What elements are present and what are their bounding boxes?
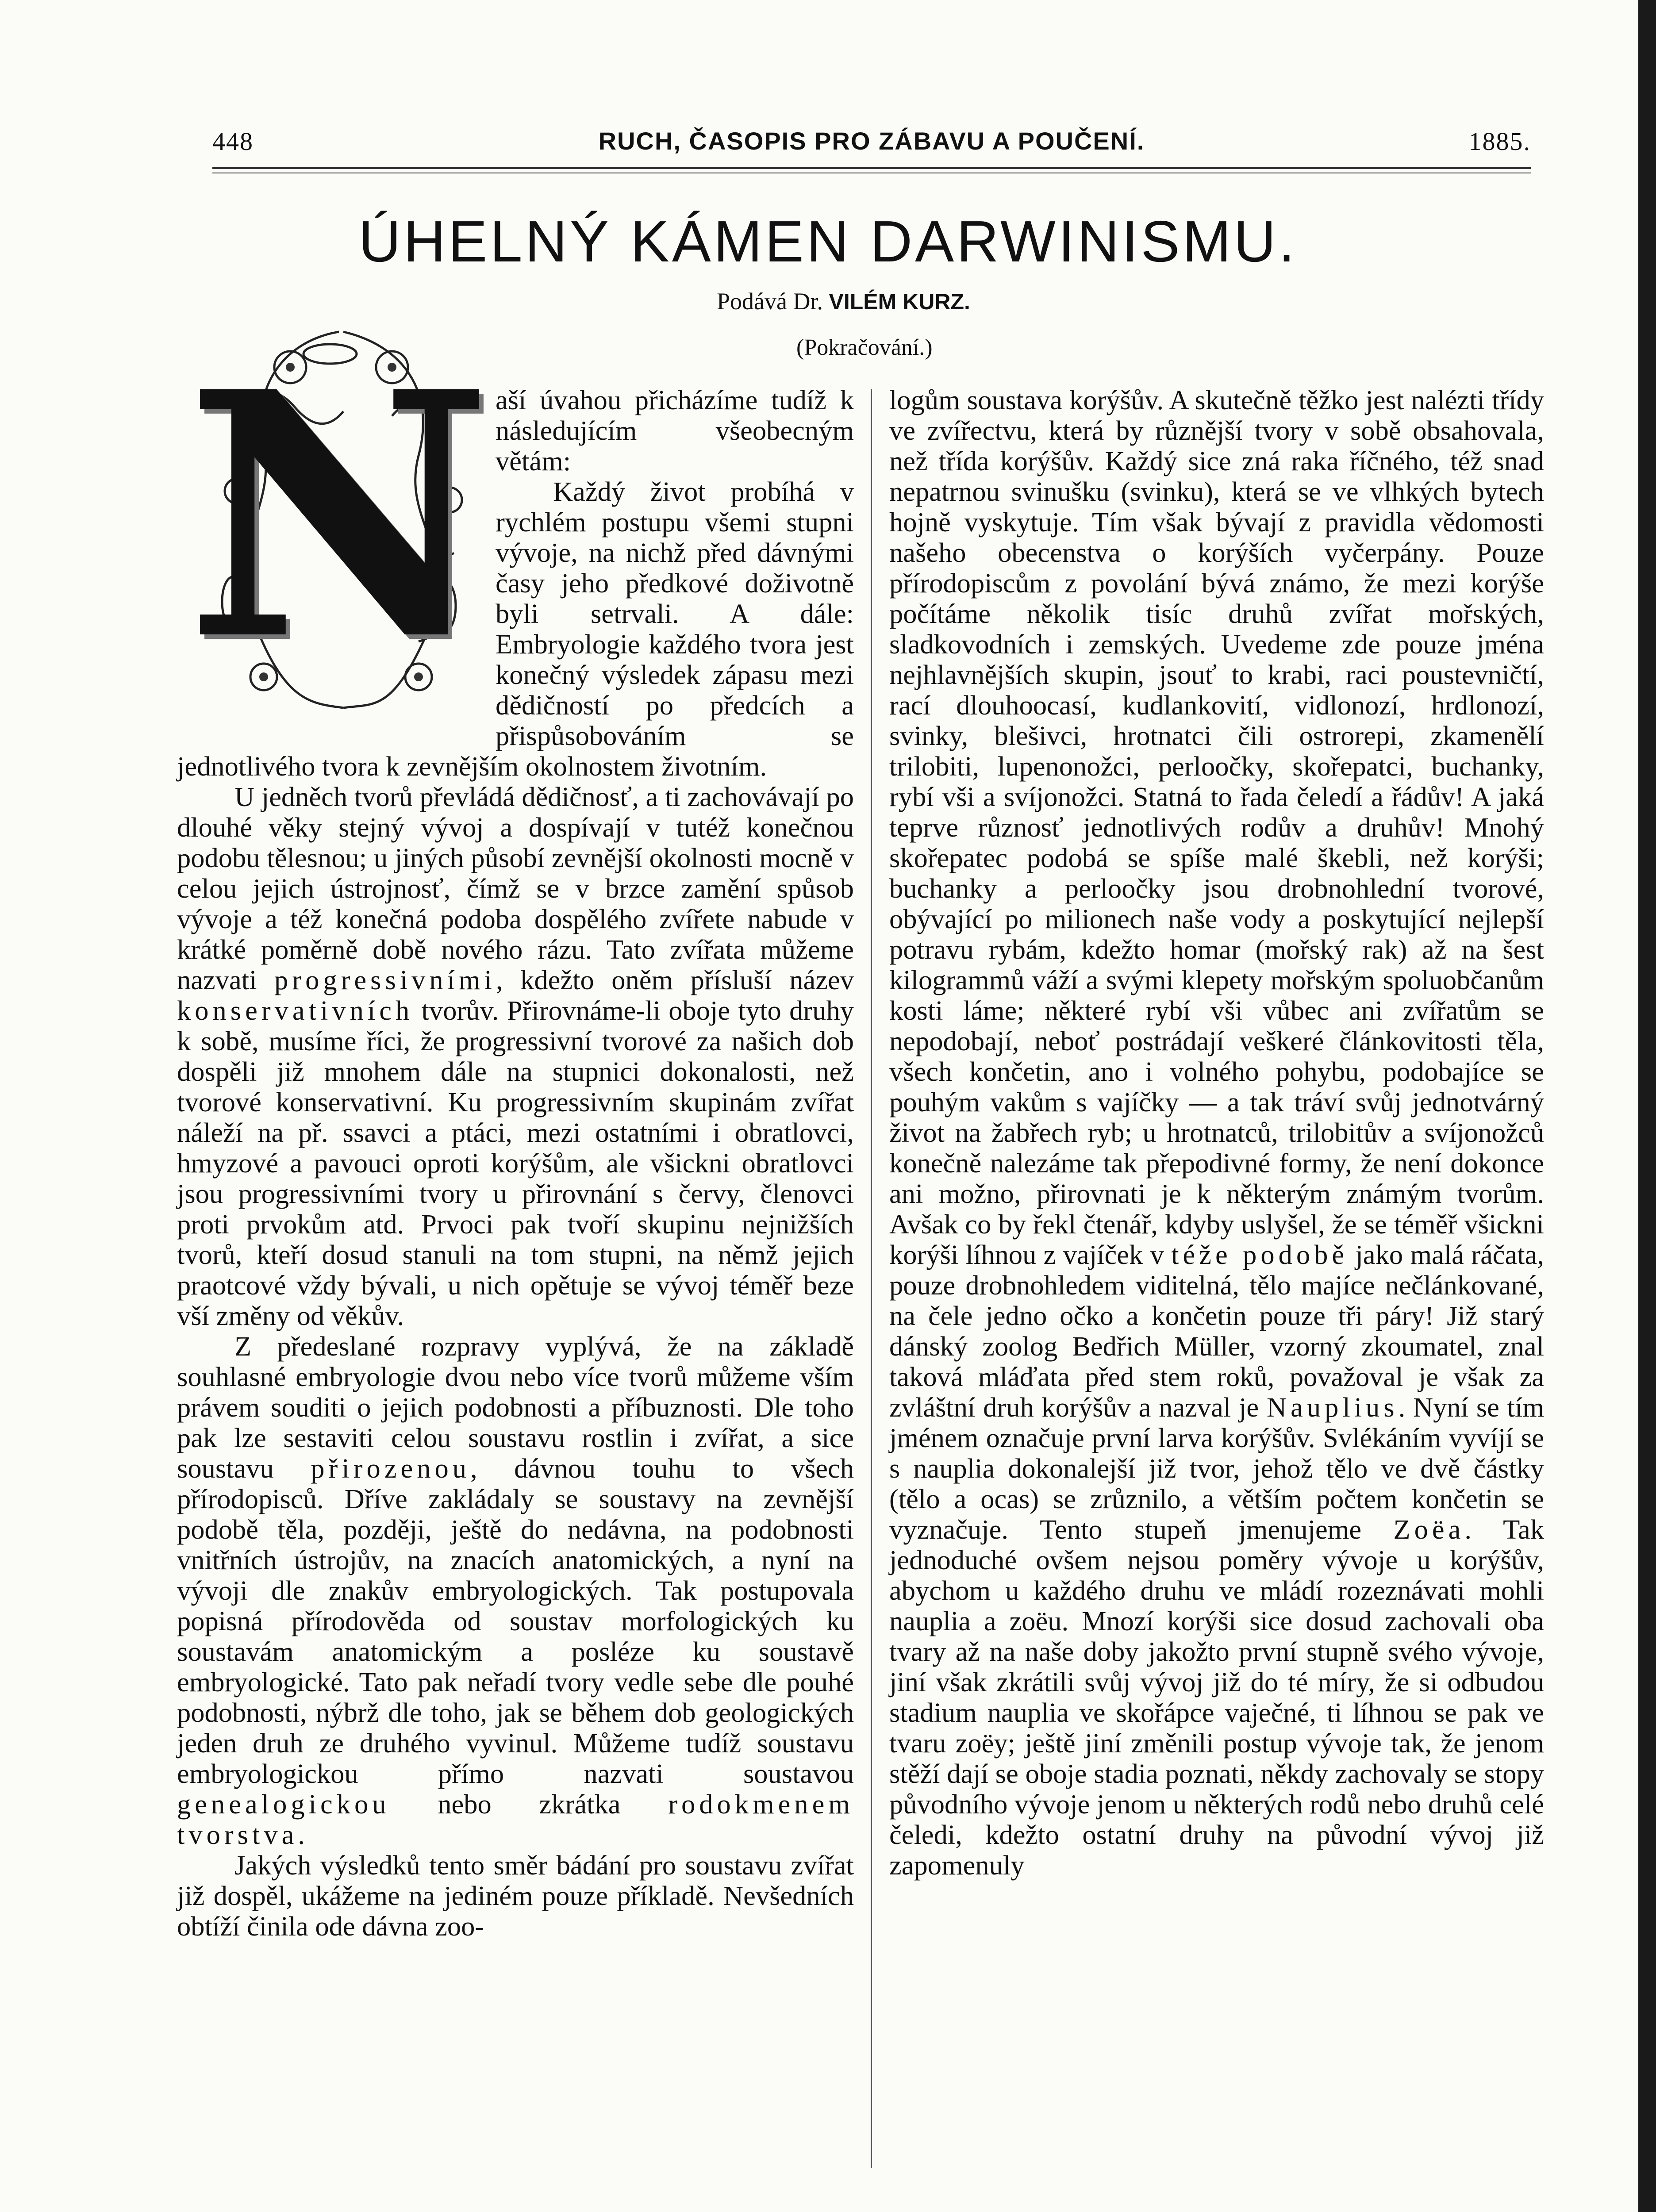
paragraph-5-text-a: logům soustava korýšův. A skutečně těžko jest nalézti třídy ve zvířectvu, která by různější tvory v sobě obsahovala, než třída korýšův. Každý sice zná raka říčného, též snad nepatrnou svinušku (svinku), která se ve vlhkých bytech hojně vyskytuje. Tím však bývají z pravidla vědomosti našeho obecenstva o korýších vyčerpány. Pouze přírodopiscům z povolání bývá známo, že mezi korýše počítáme několik tisíc druhů zvířat mořských, sladkovodních i zemských. Uvedeme zde pouze jména nejhlavnějších skupin, jsouť to krabi, raci poustevničtí, rací dlouhoocasí, kudlankovití, vidlonozí, hrdlonozí, svinky, blešivci, hrotnatci čili ostrorepi, zkamenělí trilobiti, lupenonožci, perloočky, skořepatci, buchanky, rybí vši a svíjonožci. Statná to řada čeledí a řádův! A jaká teprve různosť jednotlivých rodův a druhův! Mnohý skořepatec podobá se spíše malé škebli, než korýši; buchanky a perloočky jsou drobnohlední tvorové, obývající po milionech naše vody a poskytující nejlepší potravu rybám, kdežto homar (mořský rak) až na šest kilogrammů váží a svými klepety mořským spoluobčanům kosti láme; některé rybí vši vůbec ani zvířatům se nepodobají, neboť postrádají veškeré článkovitosti těla, všech končetin, ano i volného pohybu, podobajíce se pouhým vakům s vajíčky — a tak tráví svůj jednotvárný život na žabřech ryb; u hrotnatců, trilobitův a svíjonožců konečně nalezáme tak přepodivné formy, že není dokonce ani možno, přirovnati je k některým známým tvorům. Avšak co by řekl čtenář, kdyby uslyšel, že se téměř všickni korýši líhnou z vajíček v (889, 384, 1544, 1270)
term-nauplius: Nauplius (1266, 1392, 1399, 1423)
term-family-tree: rodokmenem tvorstva (177, 1789, 854, 1850)
right-column (889, 385, 1544, 1881)
continuation-note: (Pokračování.) (796, 335, 933, 360)
year: 1885. (1468, 127, 1531, 156)
page-number: 448 (212, 127, 254, 156)
term-progressive: progressivními (274, 964, 496, 995)
scan-edge (1638, 0, 1656, 2212)
paragraph-5-text-b: jako malá ráčata, pouze drobnohledem viditelná, tělo majíce nečlánkované, na čele jedno očko a končetin pouze tři páry! Již starý dánský zoolog Bedřich Müller, vzorný zkoumatel, znal taková mláďata před stem roků, považoval je však za zvláštní druh korýšův a nazval je (889, 1239, 1545, 1423)
decorated-initial (185, 314, 493, 719)
paragraph-5-text-c: . Nyní se tím jménem označuje první larva korýšův. Svlékáním vyvíjí se s nauplia dokonalejší již tvor, jehož tělo ve dvě částky (tělo a ocas) se zrůznilo, a větším počtem končetin se vyznačuje. Tento stupeň jmenujeme (889, 1392, 1545, 1545)
paragraph-5-text-d: . Tak jednoduché ovšem nejsou poměry vývoje u korýšův, abychom u každého druhu ve mládí rozeznávati mohli nauplia a zoëu. Mnozí korýši sice dosud zachovali oba tvary až na naše doby jakožto první stupně svého vývoje, jiní však zkrátili svůj vývoj již do té míry, že si odbudou stadium nauplia ve skořápce vaječné, ti líhnou se pak ve tvaru zoëy; ještě jiní změnili postup vývoje tak, že jenom stěží dají se oboje stadia poznati, někdy zachovaly se stopy původního vývoje jenom u některých rodů nebo druhů celé čeledi, kdežto ostatní druhy na původní vývoj již zapomenuly (889, 1514, 1544, 1881)
left-column (177, 319, 854, 1942)
term-natural: přirozenou (311, 1453, 471, 1484)
paragraph-4: Jakých výsledků tento směr bádání pro soustavu zvířat již dospěl, ukážeme na jediném pouze příkladě. Nevšedních obtíží činila ode dávna zoo- (177, 1850, 854, 1942)
paragraph-2-text-a: U jedněch tvorů převládá dědičnosť, a ti zachovávají po dlouhé věky stejný vývoj a dospívají v tutéž konečnou podobu tělesnou; u jiných působí zevnější okolnosti mocně v celou jejich ústrojnosť, čímž se v brzce zamění spůsob vývoje a též konečná podoba dospělého zvířete nabude v krátké poměrně době nového rázu. Tato zvířata můžeme nazvati (177, 781, 854, 995)
paragraph-3-text-b: , dávnou touhu to všech přírodopisců. Dříve zakládaly se soustavy na zevnější podobě těla, později, ještě do nedávna, na podobnosti vnitřních ústrojův, na znacích anatomických, a nyní na vývoji dle znakův embryologických. Tak postupovala popisná přírodověda od soustav morfologických ku soustavám anatomickým a posléze ku soustavě embryologické. Tato pak neřadí tvory vedle sebe dle pouhé podobnosti, nýbrž dle toho, jak se během dob geologických jeden druh ze druhého vyvinul. Můžeme tudíž soustavu embryologickou přímo nazvati soustavou (177, 1453, 854, 1789)
term-genealogical: genealogickou (177, 1789, 390, 1820)
paragraph-2-text-c: tvorův. Přirovnáme-li oboje tyto druhy k sobě, musíme říci, že progressivní tvorové za našich dob dospěli již mnohem dále na stupnici dokonalosti, než tvorové konservativní. Ku progressivním skupinám zvířat náleží na př. ssavci a ptáci, mezi ostatními i obratlovci, hmyzové a pavouci oproti korýšům, ale všickni obratlovci jsou progressivními tvory u přirovnání s červy, členovci proti prvokům atd. Prvoci pak tvoří skupinu nejnižších tvorů, kteří dosud stanuli na tom stupni, na němž jejich praotcové vždy bývali, u nich opětuje se vývoj téměř beze vší změny od věkův. (177, 995, 854, 1331)
author-name: VILÉM KURZ. (829, 289, 970, 314)
byline (717, 288, 970, 315)
header-rule-top (212, 167, 1531, 169)
column-divider (871, 389, 872, 2168)
paragraph-3-text-c: nebo zkrátka (438, 1789, 621, 1820)
paragraph-3-text-d: . (298, 1819, 305, 1850)
paragraph-1b: Každý život probíhá v rychlém postupu všemi stupni vývoje, na nichž před dávnými časy jeho předkové doživotně byli setrvali. A dále: Embryologie každého tvora jest konečný výsledek zápasu mezi dědičností po předcích a přispůsobováním se jednotlivého tvora k zevnějším okolnostem životním. (177, 476, 854, 782)
paragraph-5 (889, 385, 1544, 1881)
initial-letter: N (185, 319, 493, 714)
paragraph-1a: aší úvahou přicházíme tudíž k následujícím všeobecným větám: (496, 384, 854, 476)
term-same-form: téže podobě (1171, 1239, 1349, 1270)
journal-title: RUCH, ČASOPIS PRO ZÁBAVU A POUČENÍ. (598, 127, 1145, 155)
term-conservative: konservativních (177, 995, 414, 1026)
paragraph-2-text-b: , kdežto oněm přísluší název (496, 964, 854, 995)
article-title: ÚHELNÝ KÁMEN DARWINISMU. (358, 209, 1298, 274)
paragraph-3-text-a: Z předeslané rozpravy vyplývá, že na základě souhlasné embryologie dvou nebo více tvorů můžeme vším právem souditi o jejich podobnosti a příbuznosti. Dle toho pak lze sestaviti celou soustavu rostlin i zvířat, a sice soustavu (177, 1331, 854, 1484)
byline-prefix: Podává Dr. (717, 288, 823, 315)
running-header (212, 119, 1531, 159)
paragraph-2 (177, 782, 854, 1331)
term-zoea: Zoëa (1393, 1514, 1465, 1545)
paragraph-3 (177, 1331, 854, 1850)
